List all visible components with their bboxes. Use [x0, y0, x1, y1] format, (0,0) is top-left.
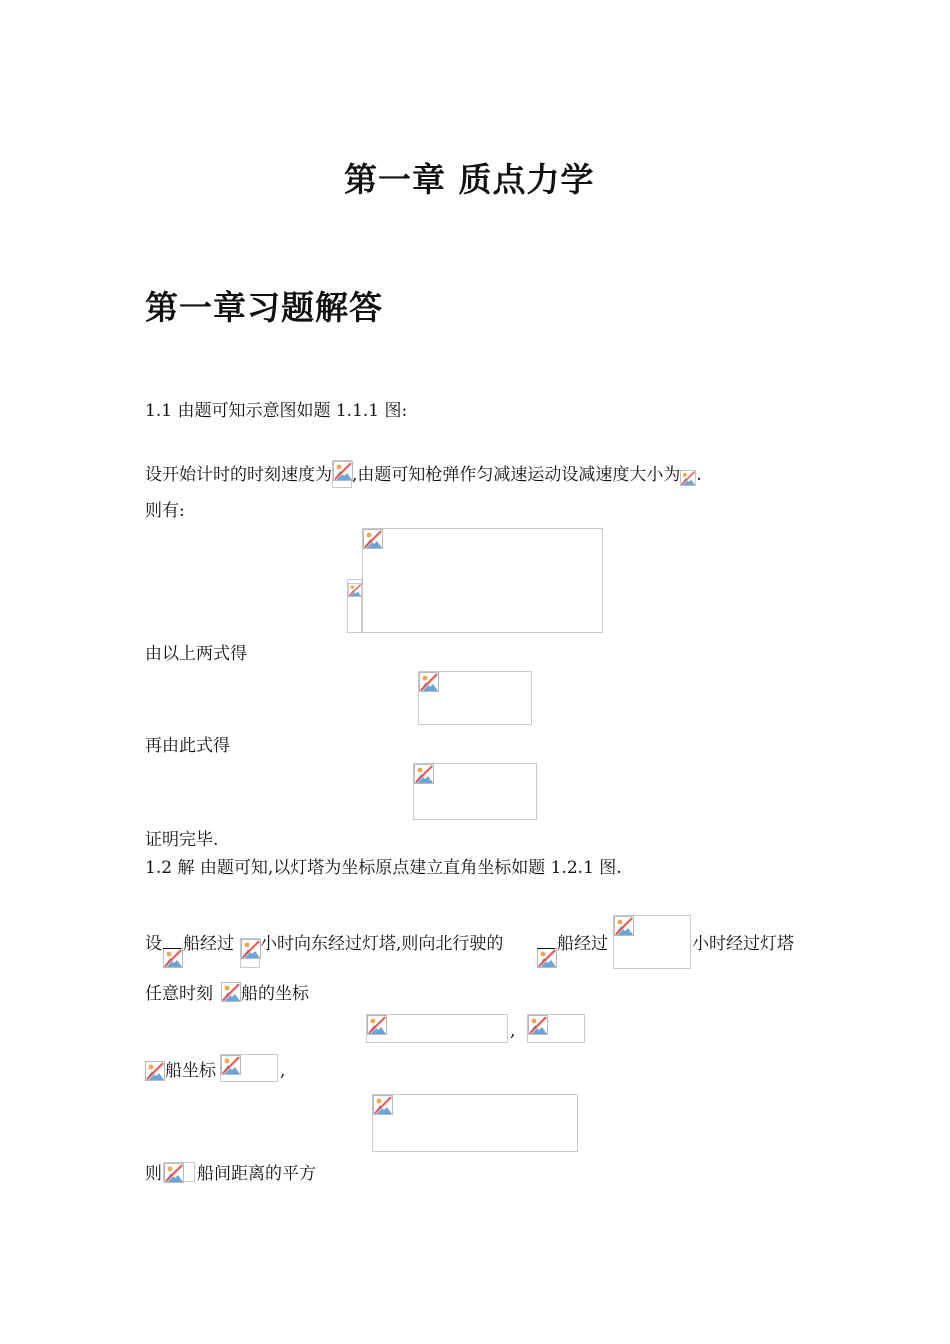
setup-c-label: 小时向东经过灯塔,则向北行驶的: [260, 934, 504, 954]
formula-image-ship-b-2: [145, 1061, 165, 1083]
comma-separator: ,: [510, 1021, 516, 1041]
formula-image-time-b: [613, 915, 691, 969]
setup-text-a: 设开始计时的时刻速度为: [145, 465, 332, 485]
broken-image-icon: [528, 1015, 548, 1035]
setup-text-b: ,由题可知枪弹作匀减速运动设减速度大小为: [352, 465, 681, 485]
setup-b-label: 船经过: [183, 934, 234, 954]
formula-image-time-a: [240, 938, 260, 968]
broken-image-icon: [221, 1055, 241, 1075]
formula-image-ships-ab: [163, 1162, 195, 1182]
distance-squared-label: 船间距离的平方: [197, 1164, 316, 1184]
setup-e-label: 小时经过灯塔: [692, 934, 794, 954]
broken-image-icon: [221, 982, 241, 1002]
ship-b-coordinates-label: 船坐标: [165, 1061, 216, 1081]
broken-image-icon: [363, 529, 383, 549]
then-distance-label: 则: [145, 1164, 162, 1184]
section-heading: 第一章习题解答: [145, 288, 383, 327]
broken-image-icon: [614, 916, 634, 936]
broken-image-icon: [414, 764, 434, 784]
formula-image-deceleration: [680, 470, 696, 486]
underline-mark: [163, 948, 181, 949]
setup-d-label: 船经过: [557, 934, 608, 954]
broken-image-icon: [537, 948, 557, 968]
setup-text-c: .: [696, 465, 702, 485]
setup-a-label: 设: [145, 934, 162, 954]
formula-image-coord-x: [366, 1014, 508, 1043]
broken-image-icon: [164, 1163, 184, 1183]
any-time-label: 任意时刻: [145, 984, 213, 1004]
formula-image-initial-speed: [332, 460, 352, 488]
broken-image-icon: [419, 672, 439, 692]
formula-image-ship-b: [537, 948, 557, 970]
again-label: 再由此式得: [145, 736, 230, 756]
problem-1-1-setup-line: [145, 458, 702, 492]
underline-mark: [537, 948, 555, 949]
chapter-title: 第一章 质点力学: [344, 160, 595, 199]
problem-1-2-intro: 1.2 解 由题可知,以灯塔为坐标原点建立直角坐标如题 1.2.1 图.: [145, 858, 622, 878]
then-label: 则有:: [145, 501, 185, 521]
broken-image-icon: [348, 580, 362, 600]
proof-complete: 证明完毕.: [145, 830, 219, 850]
comma-end: ,: [280, 1061, 286, 1081]
broken-image-icon: [680, 470, 696, 486]
formula-image-eq2: [418, 671, 532, 725]
broken-image-icon: [333, 461, 353, 481]
formula-image-eq1-left: [347, 579, 362, 633]
formula-image-coords-b: [372, 1094, 578, 1152]
problem-1-1-intro: 1.1 由题可知示意图如题 1.1.1 图:: [145, 401, 408, 421]
formula-image-ship-a-2: [221, 982, 241, 1004]
from-two-equations-label: 由以上两式得: [145, 644, 247, 664]
formula-image-ship-b-coord: [220, 1054, 278, 1082]
broken-image-icon: [145, 1061, 165, 1081]
formula-image-ship-a: [163, 948, 183, 970]
broken-image-icon: [373, 1095, 393, 1115]
formula-image-eq3: [413, 763, 537, 820]
ship-coordinates-label: 船的坐标: [241, 984, 309, 1004]
broken-image-icon: [163, 948, 183, 968]
formula-image-eq1: [362, 528, 603, 633]
broken-image-icon: [241, 939, 261, 959]
broken-image-icon: [367, 1015, 387, 1035]
formula-image-coord-y: [527, 1014, 585, 1043]
